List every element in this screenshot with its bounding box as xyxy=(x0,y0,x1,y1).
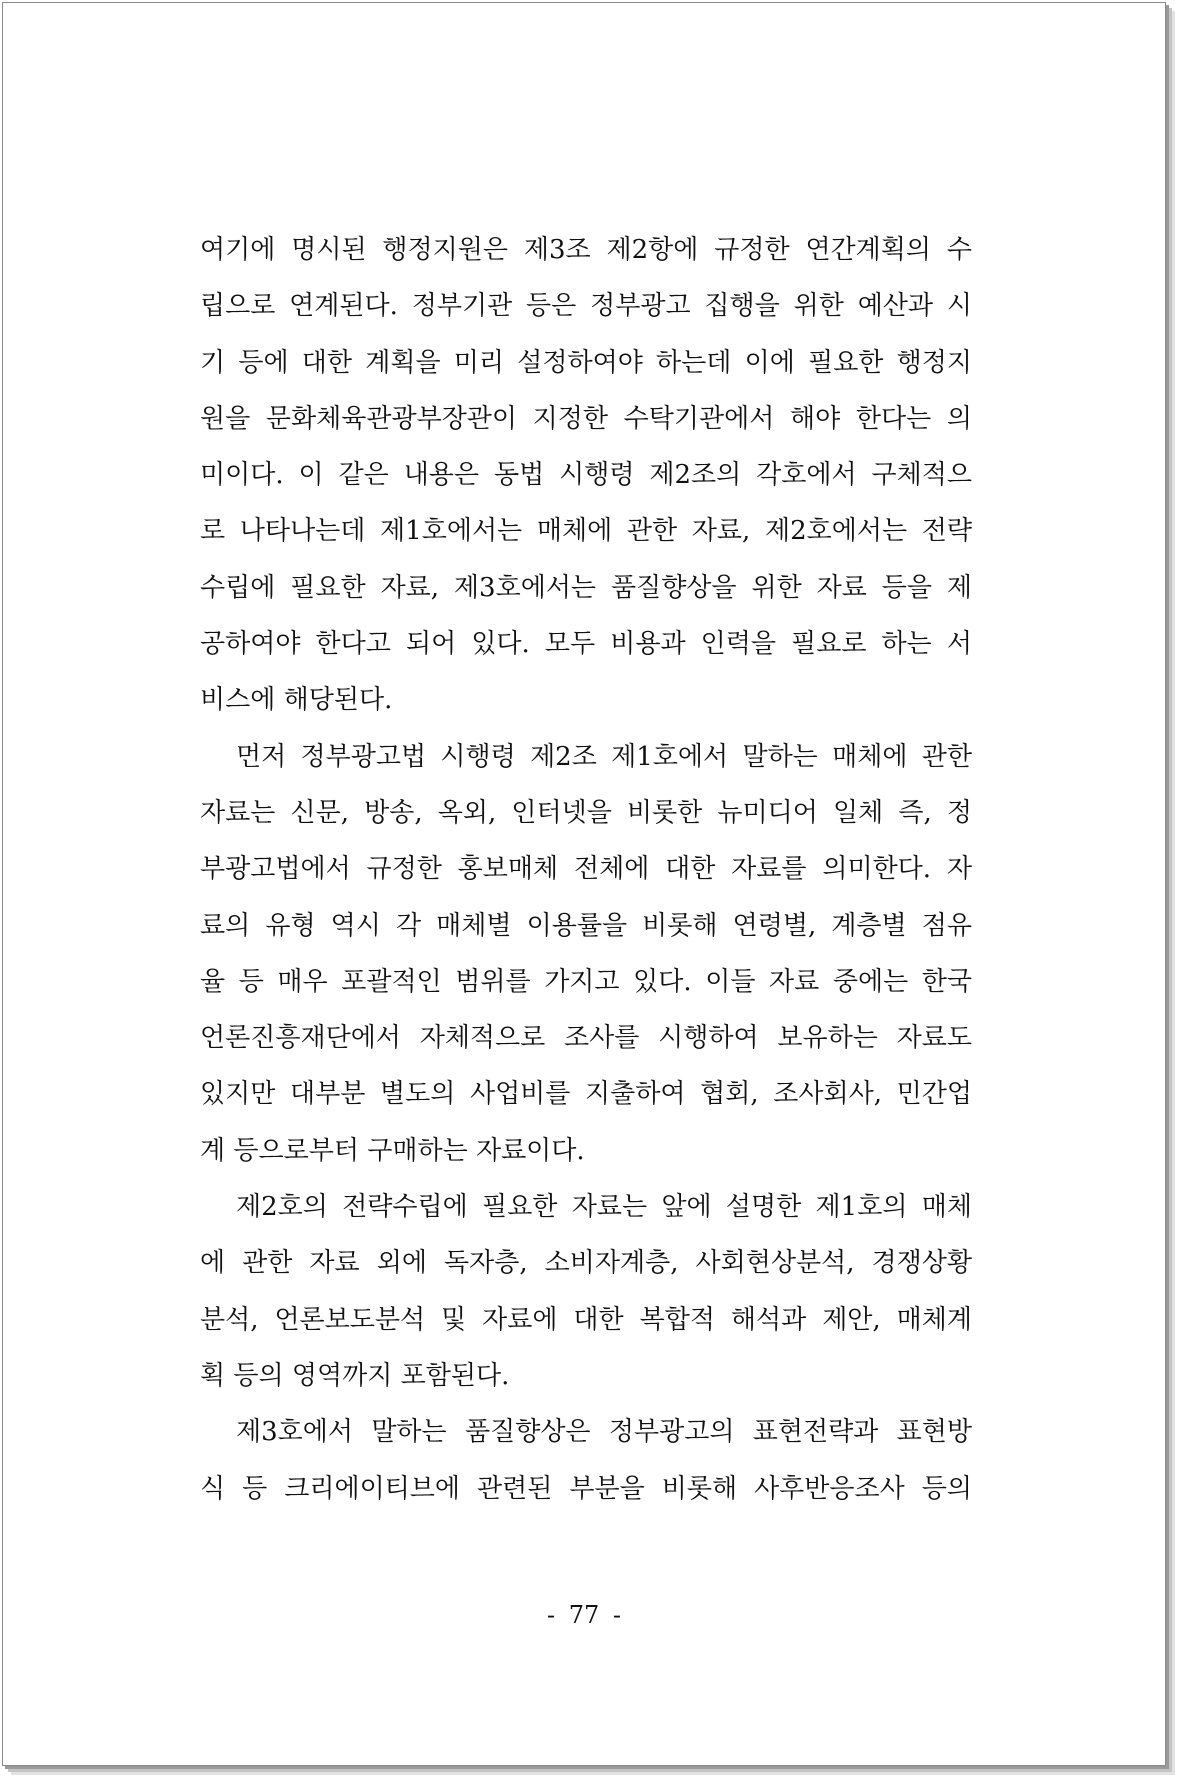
text-line: 언론진흥재단에서 자체적으로 조사를 시행하여 보유하는 자료도 xyxy=(200,1023,972,1054)
text-line: 분석, 언론보도분석 및 자료에 대한 복합적 해석과 제안, 매체계 xyxy=(200,1304,972,1335)
text-line: 제2호의 전략수립에 필요한 자료는 앞에 설명한 제1호의 매체 xyxy=(236,1192,972,1223)
text-line: 자료는 신문, 방송, 옥외, 인터넷을 비롯한 뉴미디어 일체 즉, 정 xyxy=(200,797,972,828)
text-line: 비스에 해당된다. xyxy=(200,685,393,716)
text-line: 원을 문화체육관광부장관이 지정한 수탁기관에서 해야 한다는 의 xyxy=(200,403,972,434)
text-line: 로 나타나는데 제1호에서는 매체에 관한 자료, 제2호에서는 전략 xyxy=(200,516,972,547)
text-line: 기 등에 대한 계획을 미리 설정하여야 하는데 이에 필요한 행정지 xyxy=(200,347,972,378)
document-page xyxy=(2,2,1166,1766)
text-line: 부광고법에서 규정한 홍보매체 전체에 대한 자료를 의미한다. 자 xyxy=(200,854,972,885)
text-line: 있지만 대부분 별도의 사업비를 지출하여 협회, 조사회사, 민간업 xyxy=(200,1079,972,1110)
text-line: 율 등 매우 포괄적인 범위를 가지고 있다. 이들 자료 중에는 한국 xyxy=(200,966,972,997)
text-line: 계 등으로부터 구매하는 자료이다. xyxy=(200,1135,585,1166)
body-text xyxy=(200,222,972,1517)
text-line: 식 등 크리에이티브에 관련된 부분을 비롯해 사후반응조사 등의 xyxy=(200,1473,972,1504)
text-line: 제3호에서 말하는 품질향상은 정부광고의 표현전략과 표현방 xyxy=(236,1417,972,1448)
text-line: 수립에 필요한 자료, 제3호에서는 품질향상을 위한 자료 등을 제 xyxy=(200,572,972,603)
text-line: 료의 유형 역시 각 매체별 이용률을 비롯해 연령별, 계층별 점유 xyxy=(200,910,972,941)
page-number: - 77 - xyxy=(546,1601,621,1629)
text-line: 여기에 명시된 행정지원은 제3조 제2항에 규정한 연간계획의 수 xyxy=(200,235,972,265)
text-line: 먼저 정부광고법 시행령 제2조 제1호에서 말하는 매체에 관한 xyxy=(236,741,972,772)
text-line: 공하여야 한다고 되어 있다. 모두 비용과 인력을 필요로 하는 서 xyxy=(200,629,972,660)
text-line: 미이다. 이 같은 내용은 동법 시행령 제2조의 각호에서 구체적으 xyxy=(200,460,972,491)
text-line: 에 관한 자료 외에 독자층, 소비자계층, 사회현상분석, 경쟁상황 xyxy=(200,1248,972,1279)
text-line: 립으로 연계된다. 정부기관 등은 정부광고 집행을 위한 예산과 시 xyxy=(200,291,972,322)
text-line: 획 등의 영역까지 포함된다. xyxy=(200,1360,510,1391)
